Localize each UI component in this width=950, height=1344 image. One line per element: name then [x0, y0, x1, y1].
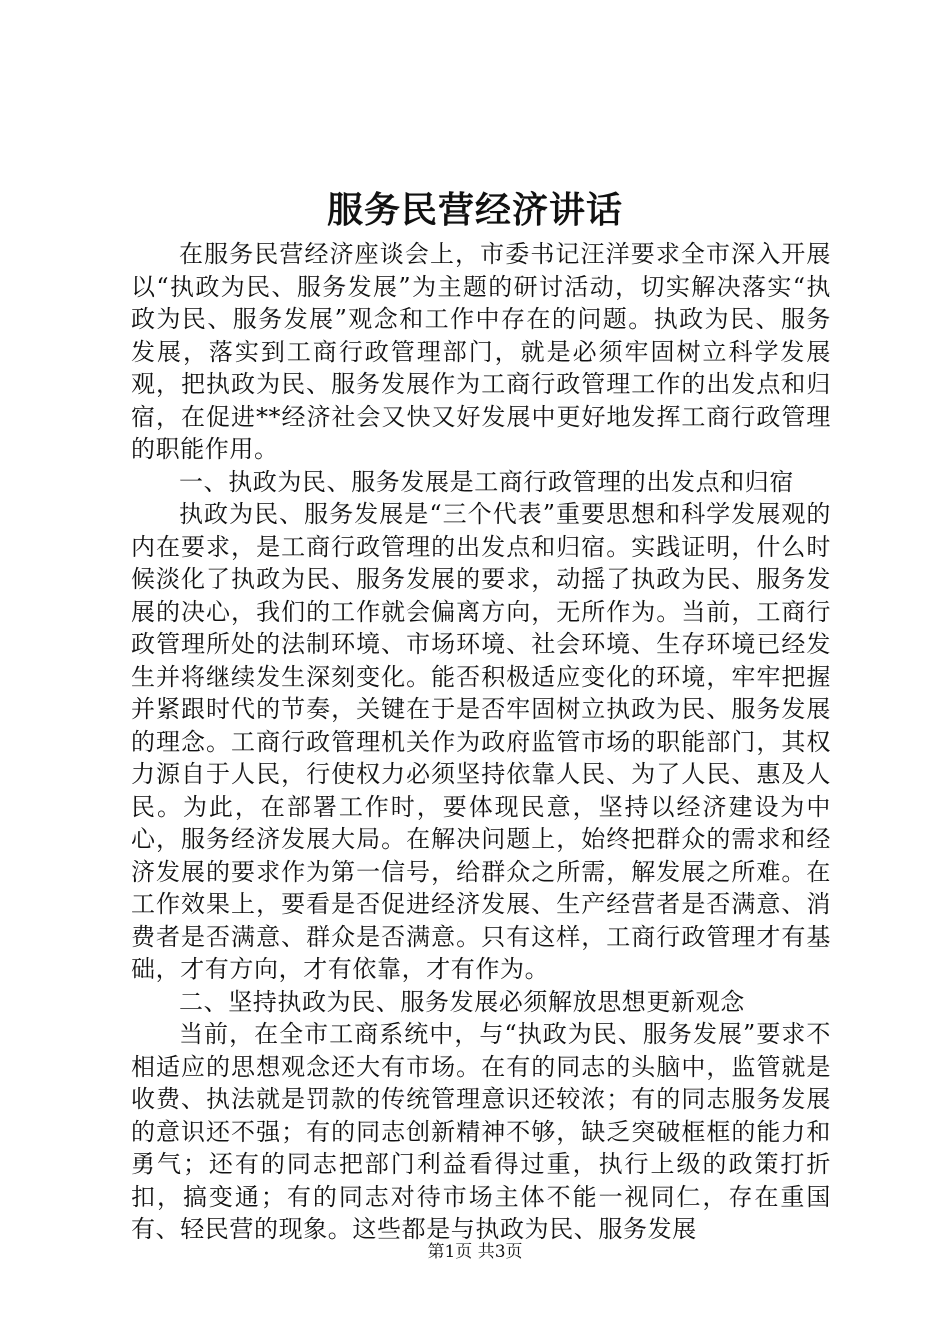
paragraph-intro: 在服务民营经济座谈会上，市委书记汪洋要求全市深入开展以“执政为民、服务发展”为主题的研讨活动，切实解决落实“执政为民、服务发展”观念和工作中存在的问题。执政为民、服务发展，落实到工商行政管理部门，就是必须牢固树立科学发展观，把执政为民、服务发展作为工商行政管理工作的出发点和归宿，在促进**经济社会又快又好发展中更好地发挥工商行政管理的职能作用。	[131, 240, 831, 463]
paragraph-section-2: 当前，在全市工商系统中，与“执政为民、服务发展”要求不相适应的思想观念还大有市场。在有的同志的头脑中，监管就是收费、执法就是罚款的传统管理意识还较浓；有的同志服务发展的意识还不强；有的同志创新精神不够，缺乏突破框框的能力和勇气；还有的同志把部门利益看得过重，执行上级的政策打折扣，搞变通；有的同志对待市场主体不能一视同仁，存在重国有、轻民营的现象。这些都是与执政为民、服务发展	[131, 1020, 831, 1243]
document-body	[131, 238, 831, 1246]
paragraph-section-1: 执政为民、服务发展是“三个代表”重要思想和科学发展观的内在要求，是工商行政管理的出发点和归宿。实践证明，什么时候淡化了执政为民、服务发展的要求，动摇了执政为民、服务发展的决心，我们的工作就会偏离方向，无所作为。当前，工商行政管理所处的法制环境、市场环境、社会环境、生存环境已经发生并将继续发生深刻变化。能否积极适应变化的环境，牢牢把握并紧跟时代的节奏，关键在于是否牢固树立执政为民、服务发展的理念。工商行政管理机关作为政府监管市场的职能部门，其权力源自于人民，行使权力必须坚持依靠人民、为了人民、惠及人民。为此，在部署工作时，要体现民意，坚持以经济建设为中心，服务经济发展大局。在解决问题上，始终把群众的需求和经济发展的要求作为第一信号，给群众之所需，解发展之所难。在工作效果上，要看是否促进经济发展、生产经营者是否满意、消费者是否满意、群众是否满意。只有这样，工商行政管理才有基础，才有方向，才有依靠，才有作为。	[131, 500, 831, 983]
document-title: 服务民营经济讲话	[326, 189, 623, 231]
section-heading-1: 一、执政为民、服务发展是工商行政管理的出发点和归宿	[179, 467, 794, 496]
section-heading-2: 二、坚持执政为民、服务发展必须解放思想更新观念	[179, 987, 745, 1016]
page-number: 第1页 共3页	[427, 1242, 523, 1262]
